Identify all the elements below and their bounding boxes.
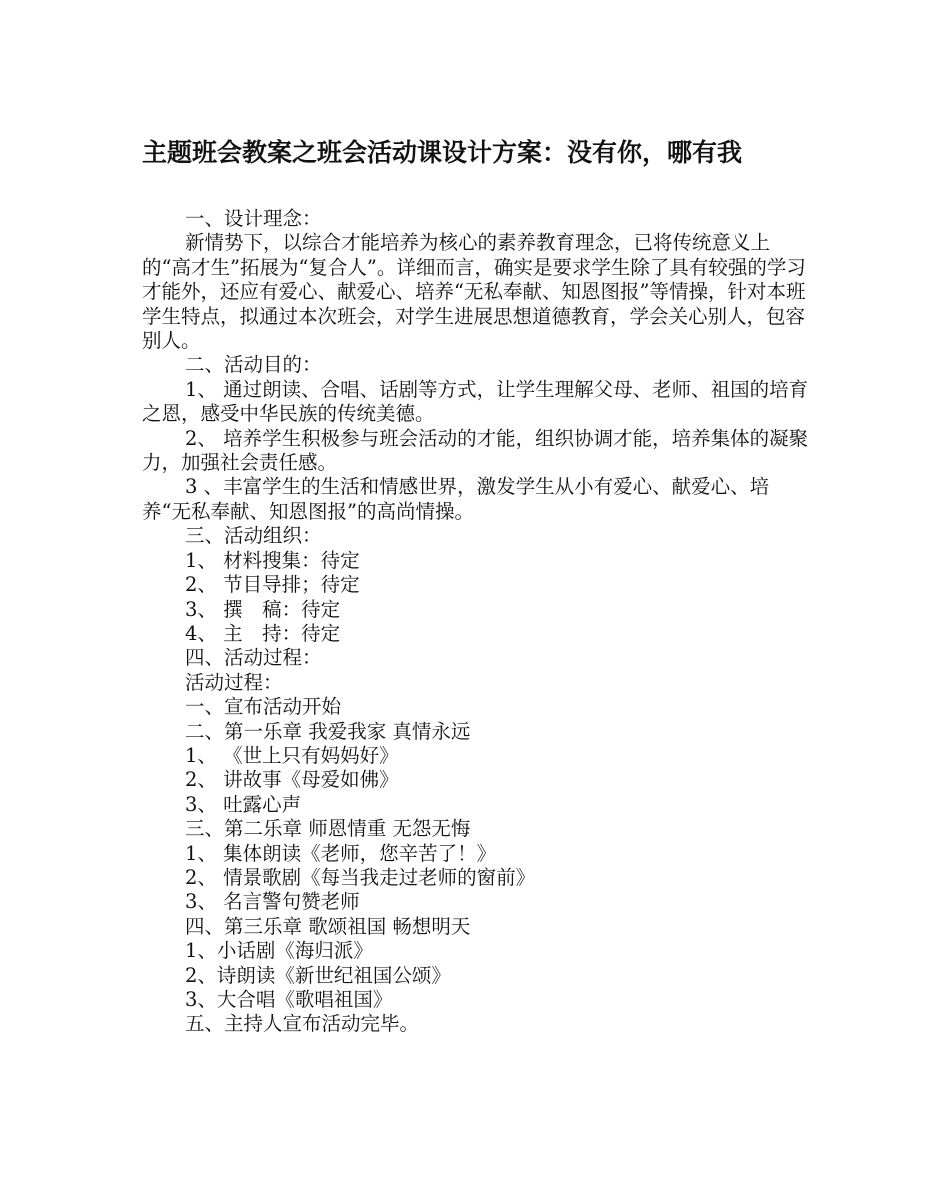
section-heading: 三、活动组织： — [185, 524, 322, 548]
list-item: 1、 通过朗读、合唱、话剧等方式，让学生理解父母、老师、祖国的培育之恩，感受中华民族的传统美德。 — [142, 377, 809, 426]
list-item: 2、 节目导排；待定 — [185, 573, 360, 597]
program-step: 五、主持人宣布活动完毕。 — [185, 1012, 420, 1036]
section-heading: 一、设计理念： — [185, 207, 322, 230]
document-body — [142, 207, 818, 1037]
list-item: 3、 吐露心声 — [185, 792, 302, 816]
program-step: 一、宣布活动开始 — [185, 695, 342, 719]
list-item: 2、诗朗读《新世纪祖国公颂》 — [185, 963, 451, 987]
list-item: 1、 集体朗读《老师，您辛苦了！》 — [185, 841, 497, 865]
list-item: 1、 材料搜集：待定 — [185, 548, 360, 572]
program-step: 三、第二乐章 师恩情重 无怨无悔 — [185, 817, 471, 841]
list-item: 2、 情景歌剧《每当我走过老师的窗前》 — [185, 865, 536, 889]
list-item: 2、 培养学生积极参与班会活动的才能，组织协调才能，培养集体的凝聚力，加强社会责任感。 — [142, 426, 809, 475]
program-step: 四、第三乐章 歌颂祖国 畅想明天 — [185, 914, 471, 938]
section-heading: 四、活动过程： — [185, 646, 322, 670]
list-item: 1、小话剧《海归派》 — [185, 939, 373, 963]
list-item: 3、大合唱《歌唱祖国》 — [185, 988, 393, 1011]
program-step: 二、第一乐章 我爱我家 真情永远 — [185, 719, 471, 743]
list-item: 1、 《世上只有妈妈好》 — [185, 743, 399, 767]
list-item: 3、 撰 稿：待定 — [185, 597, 341, 621]
list-item: 3 、丰富学生的生活和情感世界，激发学生从小有爱心、献爱心、培养“无私奉献、知恩图报”的高尚情操。 — [142, 475, 770, 523]
list-item: 4、 主 持：待定 — [185, 621, 341, 645]
paragraph: 新情势下，以综合才能培养为核心的素养教育理念，已将传统意义上的“高才生”拓展为“复合人”。详细而言，确实是要求学生除了具有较强的学习才能外，还应有爱心、献爱心、培养“无私奉献、知恩图报”等情操，针对本班学生特点，拟通过本次班会，对学生进展思想道德教育，学会关心别人，包容别人。 — [142, 231, 806, 353]
section-heading: 二、活动目的： — [185, 353, 322, 377]
subheading: 活动过程： — [185, 670, 283, 694]
list-item: 2、 讲故事《母爱如佛》 — [185, 768, 399, 792]
list-item: 3、 名言警句赞老师 — [185, 890, 360, 914]
document-title: 主题班会教案之班会活动课设计方案：没有你，哪有我 — [142, 138, 743, 167]
